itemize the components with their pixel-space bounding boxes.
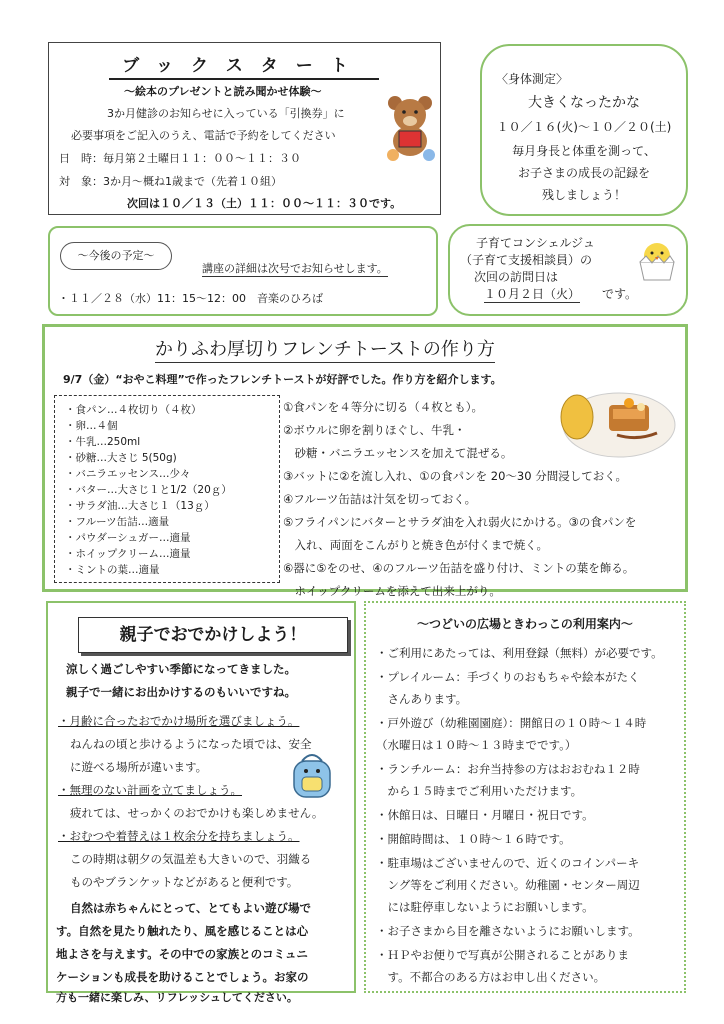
bookstart-section	[48, 42, 441, 215]
plaza-line: さんあります。	[376, 692, 468, 706]
plaza-title: ～つどいの広場ときわっこの利用案内～	[417, 617, 633, 631]
recipe-step: 砂糖・バニラエッセンスを加えて混ぜる。	[283, 446, 513, 460]
measurement-heading: 〈身体測定〉	[496, 72, 569, 86]
recipe-step: ③バットに②を流し入れ、①の食パンを 20～30 分間浸しておく。	[283, 469, 627, 483]
plaza-line: （水曜日は１０時～１３時までです。）	[376, 738, 577, 752]
outing-line: に遊べる場所が違います。	[70, 760, 208, 774]
ingredient-item: ・バター…大さじ１と1/2（20ｇ）	[65, 484, 232, 496]
outing-line: この時期は朝夕の気温差も大きいので、羽織る	[70, 852, 312, 866]
measurement-title: 大きくなったかな	[528, 95, 640, 111]
bookstart-date: 日 時：毎月第２土曜日１１：００～１１：３０	[59, 152, 301, 165]
ingredient-item: ・砂糖…大さじ 5(50g)	[65, 452, 177, 464]
plaza-line: から１５時までご利用いただけます。	[376, 784, 583, 798]
backpack-icon	[284, 747, 340, 803]
outing-line: ・月齢に合ったおでかけ場所を選びましょう。	[58, 714, 300, 728]
measurement-line3: 残しましょう！	[541, 188, 626, 202]
outing-line: 方も一緒に楽しみ、リフレッシュしてください。	[56, 991, 298, 1004]
recipe-title: かりふわ厚切りフレンチトーストの作り方	[155, 335, 495, 363]
bookstart-title: ブックスタート	[109, 51, 379, 80]
plaza-line: ・戸外遊び（幼稚園園庭）：開館日の１０時～１４時	[376, 716, 647, 730]
measurement-line2: お子さまの成長の記録を	[517, 166, 650, 180]
ingredient-item: ・ホイップクリーム…適量	[65, 548, 191, 560]
measurement-line1: 毎月身長と体重を測って、	[512, 144, 656, 158]
concierge-visit-label: 次回の訪問日は	[474, 270, 559, 284]
plaza-line: ・お子さまから目を離さないようにお願いします。	[376, 924, 640, 938]
plaza-line: ・ＨＰやお便りで写真が公開されることがありま	[376, 948, 629, 962]
plaza-line: ング等をご利用ください。幼稚園・センター周辺	[376, 878, 640, 892]
bear-reading-icon	[379, 93, 441, 163]
outing-line: 自然は赤ちゃんにとって、とてもよい遊び場で	[70, 901, 312, 915]
measurement-section	[480, 44, 688, 216]
concierge-title: 子育てコンシェルジュ	[476, 236, 595, 250]
ingredient-item: ・サラダ油…大さじ１（13ｇ）	[65, 500, 215, 512]
outing-line: ・おむつや着替えは１枚余分を持ちましょう。	[58, 829, 300, 843]
outing-line: 疲れては、せっかくのおでかけも楽しめません。	[70, 806, 324, 820]
ingredient-item: ・パウダーシュガー…適量	[65, 532, 191, 544]
recipe-step: ①食パンを４等分に切る（４枚とも）。	[283, 400, 484, 414]
measurement-dates: １０／１６(火)～１０／２０(土)	[496, 120, 672, 134]
schedule-event: ・１１／２８（水）11：15～12：00 音楽のひろば	[58, 292, 323, 305]
bookstart-line2: 必要事項をご記入のうえ、電話で予約をしてください	[71, 129, 336, 142]
recipe-step: ④フルーツ缶詰は汁気を切っておく。	[283, 492, 477, 506]
outing-line: ケーションも成長を助けることでしょう。お家の	[56, 970, 309, 984]
plaza-line: す。不都合のある方はお申し出ください。	[376, 970, 606, 984]
french-toast-photo	[557, 379, 677, 461]
ingredient-item: ・牛乳…250ml	[65, 436, 141, 448]
schedule-label: ～今後の予定～	[60, 242, 172, 270]
outing-line: ものやブランケットなどがあると便利です。	[70, 875, 299, 889]
schedule-section	[48, 226, 438, 316]
recipe-step: 入れ、両面をこんがりと焼き色が付くまで焼く。	[283, 538, 548, 552]
ingredients-list	[54, 395, 280, 583]
recipe-step: ②ボウルに卵を割りほぐし、牛乳・	[283, 423, 466, 437]
outing-line: 親子で一緒にお出かけするのもいいですね。	[66, 685, 296, 699]
concierge-suffix: です。	[602, 287, 638, 301]
plaza-line: ・ランチルーム：お弁当持参の方はおおむね１２時	[376, 762, 640, 776]
plaza-line: ・駐車場はございませんので、近くのコインパーキ	[376, 856, 640, 870]
bookstart-next: 次回は１０／１３（土）１１：００～１１：３０です。	[127, 197, 402, 210]
outing-line: す。自然を見たり触れたり、風を感じることは心	[56, 924, 309, 938]
ingredient-item: ・バニラエッセンス…少々	[65, 468, 191, 480]
outing-line: ねんねの頃と歩けるようになった頃では、安全	[70, 737, 312, 751]
ingredient-item: ・ミントの葉…適量	[65, 564, 160, 576]
plaza-info-section	[364, 601, 686, 993]
recipe-section	[42, 324, 688, 598]
plaza-line: ・開館時間は、１０時～１６時です。	[376, 832, 571, 846]
outing-section	[46, 601, 356, 1004]
recipe-intro: 9/7（金）“おやこ料理”で作ったフレンチトーストが好評でした。作り方を紹介します。	[63, 373, 502, 386]
concierge-subtitle: （子育て支援相談員）の	[460, 253, 593, 267]
recipe-step: ホイップクリームを添えて出来上がり。	[283, 584, 501, 598]
plaza-line: ・プレイルーム：手づくりのおもちゃや絵本がたく	[376, 670, 640, 684]
outing-line: ・無理のない計画を立てましょう。	[58, 783, 242, 797]
plaza-line: には駐停車しないようにお願いします。	[376, 900, 594, 914]
bookstart-line1: 3か月健診のお知らせに入っている「引換券」に	[107, 107, 345, 120]
ingredient-item: ・卵…４個	[65, 420, 118, 432]
outing-line: 涼しく過ごしやすい季節になってきました。	[66, 662, 296, 676]
chick-icon	[634, 236, 680, 282]
ingredient-item: ・フルーツ缶詰…適量	[65, 516, 170, 528]
plaza-line: ・休館日は、日曜日・月曜日・祝日です。	[376, 808, 594, 822]
ingredient-item: ・食パン…４枚切り（４枚）	[65, 404, 202, 416]
concierge-section	[448, 224, 688, 316]
plaza-line: ・ご利用にあたっては、利用登録（無料）が必要です。	[376, 646, 663, 660]
outing-title: 親子でおでかけしよう！	[78, 617, 348, 653]
bookstart-subtitle: ～絵本のプレゼントと読み聞かせ体験～	[124, 85, 322, 98]
recipe-step: ⑥器に⑤をのせ、④のフルーツ缶詰を盛り付け、ミントの葉を飾る。	[283, 561, 635, 575]
recipe-step: ⑤フライパンにバターとサラダ油を入れ弱火にかける。③の食パンを	[283, 515, 637, 529]
schedule-note: 講座の詳細は次号でお知らせします。	[202, 262, 388, 275]
outing-line: 地よさを与えます。その中での家族とのコミュニ	[56, 947, 308, 961]
concierge-visit-date: １０月２日（火）	[484, 287, 581, 301]
bookstart-target: 対 象：3か月～概ね1歳まで（先着１０組）	[59, 175, 282, 188]
